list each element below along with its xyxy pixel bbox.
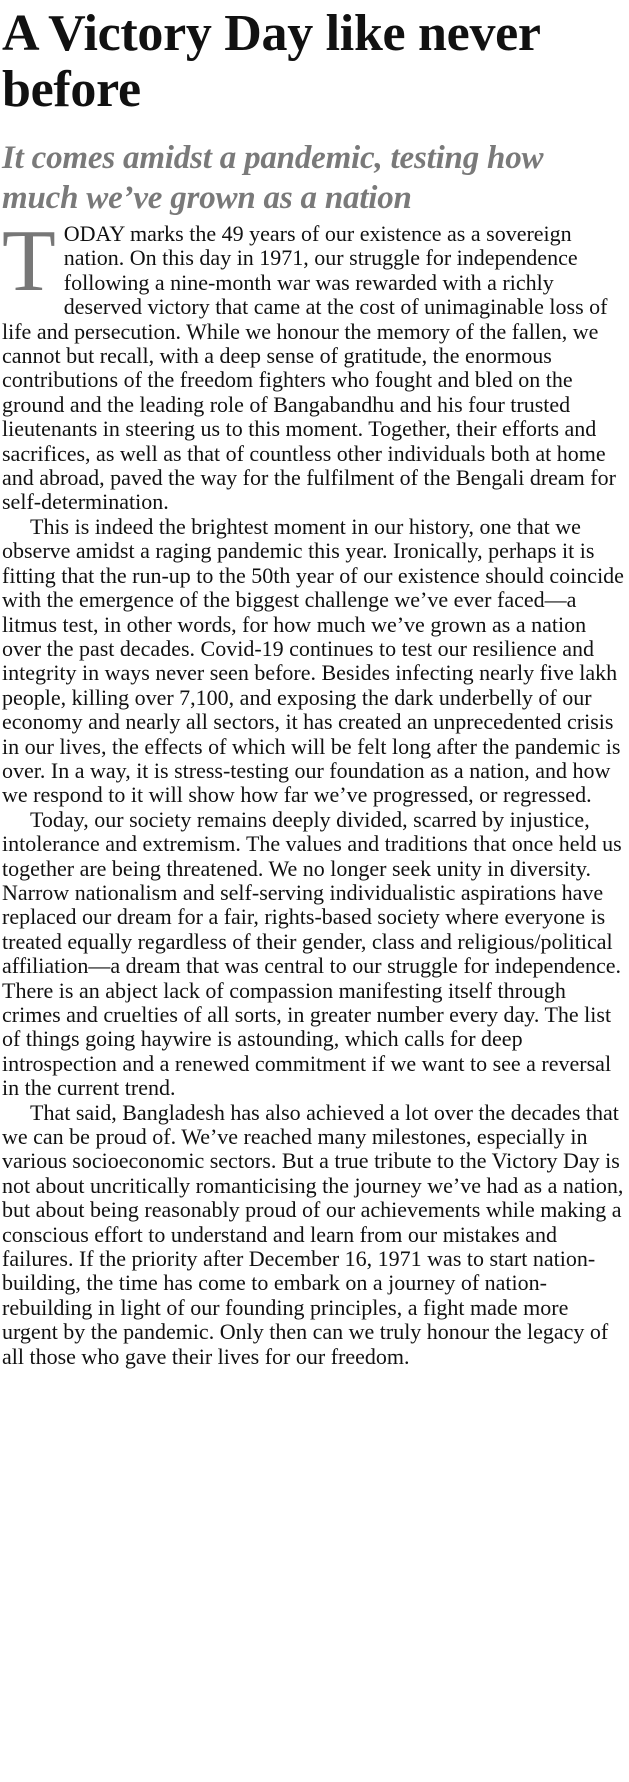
drop-cap: T bbox=[2, 213, 56, 310]
paragraph-3: Today, our society remains deeply divided, scarred by injustice, intolerance and extremism. The values and traditions that once held us together are being threatened. We no longer seek unity in diversity. Narrow nationalism and self-serving individualistic aspirations have replaced our dream for a fair, rights-based society where everyone is treated equally regardless of their gender, class and religious/political affiliation—a dream that was central to our struggle for independence. There is an abject lack of compassion manifesting itself through crimes and cruelties of all sorts, in greater number every day. The list of things going haywire is astounding, which calls for deep introspection and a renewed commitment if we want to see a reversal in the current trend. bbox=[2, 806, 622, 1101]
article-body bbox=[2, 213, 625, 1369]
paragraph-1 bbox=[2, 213, 625, 515]
paragraph-1-text: ODAY marks the 49 years of our existence as a sovereign nation. On this day in 1971, our struggle for independence following a nine-month war was rewarded with a richly deserved victory that came at the cost of unimaginable loss of life and persecution. While we honour the memory of the fallen, we cannot but recall, with a deep sense of gratitude, the enormous contributions of the freedom fighters who fought and bled on the ground and the leading role of Bangabandhu and his four trusted lieutenants in steering us to this moment. Together, their efforts and sacrifices, as well as that of countless other individuals both at home and abroad, paved the way for the fulfilment of the Bengali dream for self-determination. bbox=[2, 221, 616, 515]
headline: A Victory Day like never before bbox=[2, 5, 540, 118]
paragraph-4: That said, Bangladesh has also achieved a lot over the decades that we can be proud of. We’ve reached many milestones, especially in various socioeconomic sectors. But a true tribute to the Victory Day is not about uncritically romanticising the journey we’ve had as a nation, but about being reasonably proud of our achievements while making a conscious effort to understand and learn from our mistakes and failures. If the priority after December 16, 1971 was to start nation-building, the time has come to embark on a journey of nation-rebuilding in light of our founding principles, a fight made more urgent by the pandemic. Only then can we truly honour the legacy of all those who gave their lives for our freedom. bbox=[2, 1099, 624, 1369]
subheadline: It comes amidst a pandemic, testing how much we’ve grown as a nation bbox=[2, 140, 544, 216]
paragraph-2: This is indeed the brightest moment in our history, one that we observe amidst a raging pandemic this year. Ironically, perhaps it is fitting that the run-up to the 50th year of our existence should coincide with the emergence of the biggest challenge we’ve ever faced—a litmus test, in other words, for how much we’ve grown as a nation over the past decades. Covid-19 continues to test our resilience and integrity in ways never seen before. Besides infecting nearly five lakh people, killing over 7,100, and exposing the dark underbelly of our economy and nearly all sectors, it has created an unprecedented crisis in our lives, the effects of which will be felt long after the pandemic is over. In a way, it is stress-testing our foundation as a nation, and how we respond to it will show how far we’ve progressed, or regressed. bbox=[2, 513, 624, 808]
